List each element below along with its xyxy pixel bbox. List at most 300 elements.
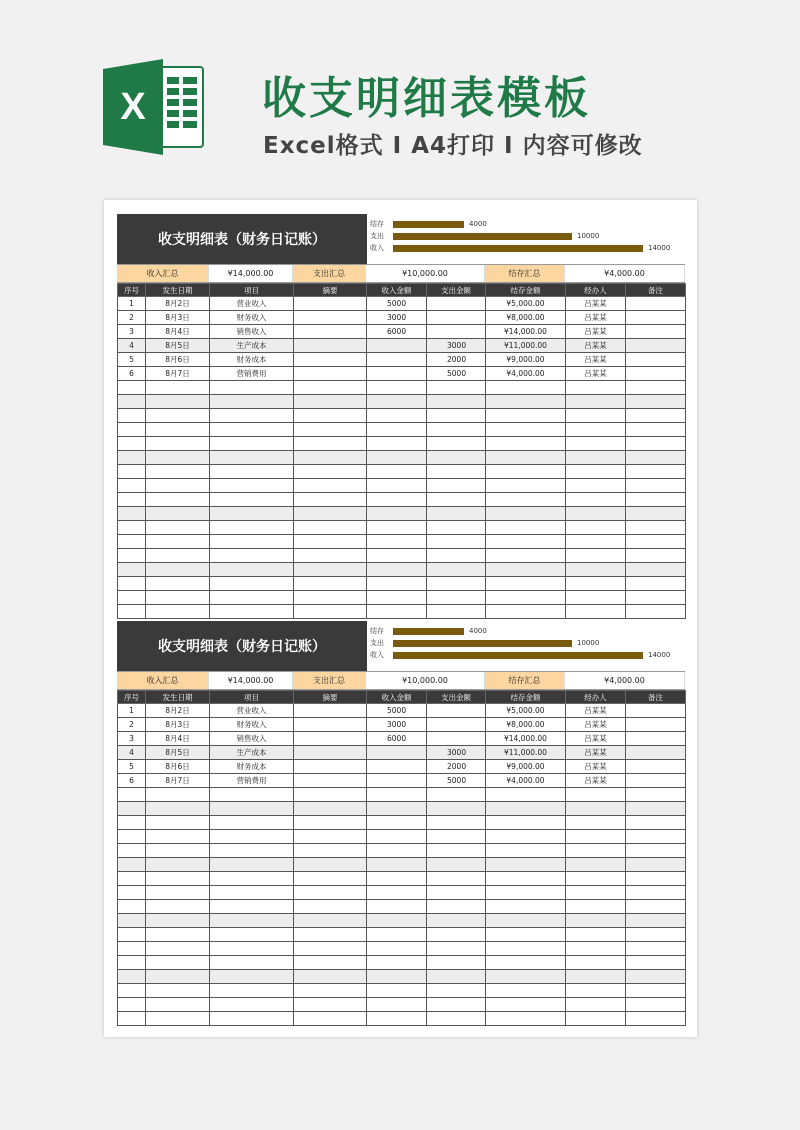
table-row xyxy=(118,718,686,732)
table-cell xyxy=(486,900,566,914)
column-header: 结存金额 xyxy=(486,284,566,297)
table-cell xyxy=(427,704,486,718)
table-cell: 吕某某 xyxy=(566,746,626,760)
table-row xyxy=(118,732,686,746)
table-cell xyxy=(146,521,210,535)
table-cell xyxy=(367,956,427,970)
table-cell xyxy=(427,479,486,493)
table-row xyxy=(118,521,686,535)
table-cell: 5000 xyxy=(427,774,486,788)
table-cell xyxy=(118,830,146,844)
table-cell xyxy=(294,928,367,942)
table-cell xyxy=(118,563,146,577)
table-row xyxy=(118,914,686,928)
table-cell: 3000 xyxy=(367,718,427,732)
table-cell: 财务成本 xyxy=(210,760,294,774)
table-cell xyxy=(294,591,367,605)
table-cell xyxy=(146,970,210,984)
table-cell xyxy=(118,984,146,998)
table-cell: 销售收入 xyxy=(210,732,294,746)
table-cell xyxy=(626,325,686,339)
chart-bar-label: 收入 xyxy=(370,651,384,659)
table-cell xyxy=(118,998,146,1012)
table-cell xyxy=(294,451,367,465)
table-cell xyxy=(210,549,294,563)
table-cell xyxy=(427,507,486,521)
table-cell xyxy=(210,844,294,858)
table-cell xyxy=(210,816,294,830)
table-row xyxy=(118,788,686,802)
table-cell xyxy=(427,830,486,844)
table-cell xyxy=(626,802,686,816)
table-cell xyxy=(146,928,210,942)
table-cell: 营销费用 xyxy=(210,367,294,381)
table-row xyxy=(118,353,686,367)
table-cell xyxy=(626,1012,686,1026)
table-row xyxy=(118,297,686,311)
table-cell xyxy=(118,802,146,816)
table-cell xyxy=(367,521,427,535)
table-cell xyxy=(626,816,686,830)
table-cell xyxy=(118,591,146,605)
table-cell: 5000 xyxy=(427,367,486,381)
table-cell xyxy=(367,970,427,984)
table-cell xyxy=(367,395,427,409)
table-cell xyxy=(294,325,367,339)
table-cell xyxy=(367,409,427,423)
table-cell: 3000 xyxy=(427,746,486,760)
table-cell xyxy=(566,507,626,521)
table-cell xyxy=(566,942,626,956)
table-cell xyxy=(294,339,367,353)
table-cell xyxy=(566,479,626,493)
table-cell xyxy=(118,479,146,493)
table-cell xyxy=(210,914,294,928)
chart-bar-value: 14000 xyxy=(648,651,671,659)
table-cell xyxy=(566,914,626,928)
table-cell: 5000 xyxy=(367,297,427,311)
table-row xyxy=(118,830,686,844)
table-cell xyxy=(626,507,686,521)
chart-bar-row xyxy=(370,637,685,649)
table-cell xyxy=(146,942,210,956)
table-cell: 财务成本 xyxy=(210,353,294,367)
table-cell xyxy=(566,465,626,479)
table-cell: 6000 xyxy=(367,732,427,746)
table-cell: 8月3日 xyxy=(146,311,210,325)
table-cell xyxy=(210,900,294,914)
table-cell xyxy=(210,956,294,970)
table-cell: 营业收入 xyxy=(210,297,294,311)
table-cell xyxy=(294,549,367,563)
table-cell xyxy=(118,928,146,942)
table-cell xyxy=(118,970,146,984)
table-cell xyxy=(118,535,146,549)
table-row xyxy=(118,465,686,479)
table-cell xyxy=(210,437,294,451)
table-cell xyxy=(367,900,427,914)
table-cell: 销售收入 xyxy=(210,325,294,339)
table-cell: ¥11,000.00 xyxy=(486,746,566,760)
sheet-preview xyxy=(104,200,697,1037)
balance-summary-label: 结存汇总 xyxy=(485,265,565,282)
column-header: 收入金额 xyxy=(367,691,427,704)
table-cell xyxy=(486,886,566,900)
table-cell: 5 xyxy=(118,760,146,774)
page-title: 收支明细表模板 xyxy=(262,73,591,124)
table-cell xyxy=(294,507,367,521)
table-cell xyxy=(427,928,486,942)
table-cell xyxy=(486,535,566,549)
table-cell xyxy=(626,549,686,563)
table-row xyxy=(118,760,686,774)
expense-summary-label: 支出汇总 xyxy=(293,672,366,689)
table-cell xyxy=(210,409,294,423)
chart-bar-value: 4000 xyxy=(469,627,487,635)
table-cell xyxy=(146,507,210,521)
income-summary-label: 收入汇总 xyxy=(117,672,209,689)
table-cell xyxy=(427,942,486,956)
table-cell: 吕某某 xyxy=(566,297,626,311)
table-cell xyxy=(367,886,427,900)
table-cell xyxy=(427,605,486,619)
table-cell xyxy=(294,367,367,381)
summary-row xyxy=(117,264,685,283)
table-cell xyxy=(367,507,427,521)
table-cell xyxy=(210,521,294,535)
table-cell xyxy=(626,591,686,605)
table-cell: ¥11,000.00 xyxy=(486,339,566,353)
table-cell xyxy=(210,563,294,577)
table-cell xyxy=(486,493,566,507)
table-cell xyxy=(367,1012,427,1026)
table-cell xyxy=(566,563,626,577)
table-cell xyxy=(626,563,686,577)
column-header: 序号 xyxy=(118,691,146,704)
table-cell: 8月4日 xyxy=(146,732,210,746)
table-cell xyxy=(294,1012,367,1026)
table-row xyxy=(118,423,686,437)
table-cell xyxy=(118,1012,146,1026)
column-header: 经办人 xyxy=(566,691,626,704)
table-cell xyxy=(566,956,626,970)
table-cell xyxy=(486,395,566,409)
table-cell xyxy=(146,549,210,563)
chart-bar xyxy=(393,652,643,659)
table-cell xyxy=(486,802,566,816)
table-cell xyxy=(146,844,210,858)
table-cell xyxy=(118,521,146,535)
table-cell xyxy=(210,451,294,465)
balance-summary-label: 结存汇总 xyxy=(485,672,565,689)
table-cell xyxy=(626,858,686,872)
table-cell xyxy=(626,479,686,493)
table-cell: 3000 xyxy=(427,339,486,353)
table-cell: ¥14,000.00 xyxy=(486,325,566,339)
table-cell xyxy=(427,297,486,311)
table-cell xyxy=(294,577,367,591)
table-cell: 5 xyxy=(118,353,146,367)
table-cell xyxy=(486,858,566,872)
table-cell xyxy=(294,774,367,788)
table-cell xyxy=(486,942,566,956)
table-cell xyxy=(367,577,427,591)
table-cell xyxy=(294,802,367,816)
table-cell xyxy=(118,886,146,900)
table-cell xyxy=(294,718,367,732)
column-header: 结存金额 xyxy=(486,691,566,704)
table-cell xyxy=(626,451,686,465)
table-row xyxy=(118,437,686,451)
table-cell xyxy=(566,788,626,802)
table-row xyxy=(118,395,686,409)
table-cell xyxy=(118,381,146,395)
table-cell xyxy=(427,788,486,802)
table-row xyxy=(118,605,686,619)
chart-bar xyxy=(393,628,464,635)
table-cell xyxy=(210,830,294,844)
table-cell xyxy=(146,1012,210,1026)
table-cell xyxy=(146,984,210,998)
table-cell: 8月5日 xyxy=(146,746,210,760)
table-cell: 6000 xyxy=(367,325,427,339)
table-cell: 吕某某 xyxy=(566,311,626,325)
table-cell xyxy=(294,353,367,367)
table-row xyxy=(118,844,686,858)
table-cell xyxy=(626,760,686,774)
table-cell xyxy=(427,732,486,746)
detail-table xyxy=(117,690,686,1026)
table-cell xyxy=(486,956,566,970)
table-cell xyxy=(626,297,686,311)
column-header: 发生日期 xyxy=(146,691,210,704)
table-cell xyxy=(486,423,566,437)
table-cell xyxy=(146,998,210,1012)
table-cell xyxy=(146,872,210,886)
table-cell xyxy=(367,381,427,395)
chart-bar-value: 10000 xyxy=(577,639,600,647)
table-cell: ¥5,000.00 xyxy=(486,297,566,311)
table-cell xyxy=(626,423,686,437)
table-cell xyxy=(486,830,566,844)
table-cell xyxy=(367,353,427,367)
table-cell xyxy=(210,872,294,886)
table-cell xyxy=(427,451,486,465)
table-cell xyxy=(427,970,486,984)
table-cell xyxy=(146,788,210,802)
table-row xyxy=(118,886,686,900)
table-row xyxy=(118,816,686,830)
table-cell xyxy=(367,423,427,437)
table-row xyxy=(118,1012,686,1026)
table-cell: 吕某某 xyxy=(566,774,626,788)
table-cell: 3 xyxy=(118,732,146,746)
table-row xyxy=(118,802,686,816)
table-cell: ¥4,000.00 xyxy=(486,774,566,788)
table-cell xyxy=(294,311,367,325)
table-row xyxy=(118,872,686,886)
sheet-title: 收支明细表（财务日记账） xyxy=(117,621,367,671)
table-cell xyxy=(486,451,566,465)
table-cell xyxy=(118,872,146,886)
table-cell xyxy=(566,858,626,872)
table-cell xyxy=(626,984,686,998)
table-cell xyxy=(427,956,486,970)
table-cell xyxy=(427,1012,486,1026)
table-row xyxy=(118,311,686,325)
chart-bar xyxy=(393,221,464,228)
table-cell: 财务收入 xyxy=(210,311,294,325)
table-cell xyxy=(566,409,626,423)
table-cell xyxy=(294,605,367,619)
table-cell xyxy=(367,984,427,998)
table-cell xyxy=(294,816,367,830)
balance-mini-chart xyxy=(370,218,685,262)
table-cell xyxy=(626,746,686,760)
table-cell xyxy=(210,535,294,549)
table-cell xyxy=(294,465,367,479)
table-cell xyxy=(566,591,626,605)
table-cell xyxy=(210,507,294,521)
table-cell: ¥8,000.00 xyxy=(486,311,566,325)
table-cell xyxy=(626,732,686,746)
chart-bar xyxy=(393,640,572,647)
table-cell xyxy=(486,507,566,521)
table-cell: ¥9,000.00 xyxy=(486,760,566,774)
table-cell xyxy=(367,760,427,774)
table-cell: 2 xyxy=(118,311,146,325)
table-cell xyxy=(427,381,486,395)
table-cell xyxy=(566,830,626,844)
table-cell xyxy=(626,718,686,732)
table-row xyxy=(118,549,686,563)
table-cell xyxy=(146,900,210,914)
table-cell: 财务收入 xyxy=(210,718,294,732)
detail-table xyxy=(117,283,686,619)
income-summary-value: ¥14,000.00 xyxy=(209,265,293,282)
table-row xyxy=(118,409,686,423)
column-header: 序号 xyxy=(118,284,146,297)
table-cell xyxy=(626,535,686,549)
table-cell: 吕某某 xyxy=(566,718,626,732)
table-cell xyxy=(626,493,686,507)
table-cell xyxy=(626,956,686,970)
table-cell xyxy=(294,956,367,970)
table-cell xyxy=(146,381,210,395)
table-cell xyxy=(486,521,566,535)
table-cell xyxy=(427,549,486,563)
table-cell xyxy=(367,437,427,451)
table-cell xyxy=(427,858,486,872)
table-cell xyxy=(294,297,367,311)
table-cell xyxy=(294,535,367,549)
table-cell xyxy=(367,914,427,928)
table-cell xyxy=(566,844,626,858)
table-cell xyxy=(367,549,427,563)
table-cell xyxy=(367,605,427,619)
table-cell xyxy=(210,942,294,956)
table-cell xyxy=(367,802,427,816)
table-cell xyxy=(210,423,294,437)
table-cell xyxy=(566,381,626,395)
table-cell xyxy=(210,605,294,619)
table-cell xyxy=(427,577,486,591)
chart-bar-label: 支出 xyxy=(370,232,384,240)
table-cell xyxy=(566,451,626,465)
table-cell xyxy=(427,423,486,437)
table-cell xyxy=(294,844,367,858)
table-cell xyxy=(427,844,486,858)
table-cell xyxy=(294,872,367,886)
table-cell xyxy=(486,591,566,605)
table-cell xyxy=(146,437,210,451)
table-cell xyxy=(427,998,486,1012)
table-cell xyxy=(427,311,486,325)
table-cell xyxy=(118,409,146,423)
table-cell xyxy=(210,1012,294,1026)
table-cell xyxy=(146,465,210,479)
table-cell xyxy=(118,507,146,521)
table-cell xyxy=(210,493,294,507)
chart-bar xyxy=(393,233,572,240)
expense-summary-label: 支出汇总 xyxy=(293,265,366,282)
table-cell xyxy=(486,563,566,577)
table-cell xyxy=(118,395,146,409)
table-cell xyxy=(427,591,486,605)
table-cell xyxy=(566,984,626,998)
table-cell xyxy=(294,998,367,1012)
table-cell xyxy=(486,1012,566,1026)
table-cell xyxy=(626,409,686,423)
table-cell: 4 xyxy=(118,746,146,760)
table-cell: 吕某某 xyxy=(566,353,626,367)
chart-bar-label: 收入 xyxy=(370,244,384,252)
column-header: 经办人 xyxy=(566,284,626,297)
table-cell xyxy=(566,605,626,619)
table-cell xyxy=(294,746,367,760)
table-cell xyxy=(210,928,294,942)
table-cell xyxy=(367,830,427,844)
table-cell xyxy=(118,437,146,451)
table-cell xyxy=(146,858,210,872)
table-cell xyxy=(118,858,146,872)
table-row xyxy=(118,367,686,381)
table-cell xyxy=(427,437,486,451)
expense-summary-value: ¥10,000.00 xyxy=(366,265,485,282)
table-cell xyxy=(146,563,210,577)
table-cell xyxy=(118,942,146,956)
table-cell xyxy=(146,830,210,844)
table-cell xyxy=(367,788,427,802)
table-cell xyxy=(146,395,210,409)
table-cell xyxy=(118,465,146,479)
table-cell xyxy=(626,774,686,788)
table-cell xyxy=(367,998,427,1012)
table-cell xyxy=(486,465,566,479)
table-cell xyxy=(294,858,367,872)
table-cell xyxy=(626,437,686,451)
table-cell xyxy=(486,914,566,928)
table-row xyxy=(118,381,686,395)
table-cell xyxy=(146,816,210,830)
table-cell xyxy=(566,577,626,591)
table-cell: 8月2日 xyxy=(146,297,210,311)
table-cell xyxy=(626,998,686,1012)
table-row xyxy=(118,746,686,760)
balance-mini-chart xyxy=(370,625,685,669)
table-cell xyxy=(427,395,486,409)
table-row xyxy=(118,998,686,1012)
